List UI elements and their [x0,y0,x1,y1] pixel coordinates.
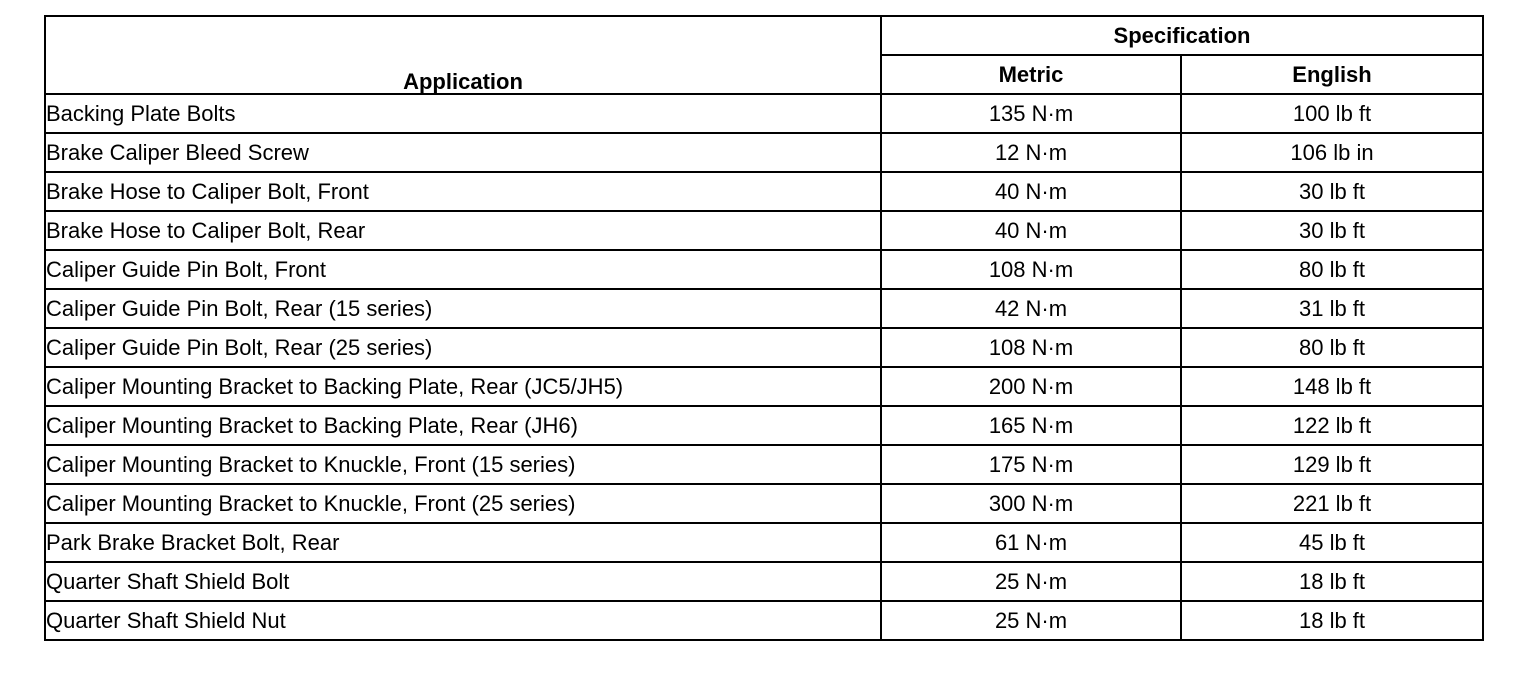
table-row [45,562,1483,601]
english-cell: 129 lb ft [1181,445,1483,484]
table-row [45,172,1483,211]
application-cell: Brake Caliper Bleed Screw [45,133,881,172]
table-row [45,406,1483,445]
table-row [45,289,1483,328]
english-cell: 221 lb ft [1181,484,1483,523]
application-cell: Caliper Guide Pin Bolt, Rear (25 series) [45,328,881,367]
metric-cell: 25 N·m [881,562,1181,601]
metric-column-header: Metric [881,55,1181,94]
table-row [45,250,1483,289]
table-row [45,328,1483,367]
metric-cell: 300 N·m [881,484,1181,523]
application-cell: Caliper Mounting Bracket to Backing Plate, Rear (JC5/JH5) [45,367,881,406]
table-body [45,94,1483,640]
table-row [45,484,1483,523]
english-cell: 18 lb ft [1181,562,1483,601]
application-cell: Caliper Mounting Bracket to Knuckle, Front (25 series) [45,484,881,523]
english-cell: 148 lb ft [1181,367,1483,406]
table-row [45,445,1483,484]
english-cell: 122 lb ft [1181,406,1483,445]
application-cell: Brake Hose to Caliper Bolt, Rear [45,211,881,250]
metric-cell: 25 N·m [881,601,1181,640]
application-cell: Brake Hose to Caliper Bolt, Front [45,172,881,211]
english-cell: 80 lb ft [1181,328,1483,367]
metric-cell: 175 N·m [881,445,1181,484]
metric-cell: 42 N·m [881,289,1181,328]
metric-cell: 12 N·m [881,133,1181,172]
english-cell: 30 lb ft [1181,172,1483,211]
metric-cell: 108 N·m [881,328,1181,367]
table-row [45,601,1483,640]
english-cell: 80 lb ft [1181,250,1483,289]
application-cell: Backing Plate Bolts [45,94,881,133]
application-cell: Caliper Guide Pin Bolt, Rear (15 series) [45,289,881,328]
application-cell: Caliper Guide Pin Bolt, Front [45,250,881,289]
table-row [45,133,1483,172]
header-row-top [45,16,1483,55]
table-row [45,523,1483,562]
english-cell: 45 lb ft [1181,523,1483,562]
metric-cell: 40 N·m [881,172,1181,211]
table-row [45,211,1483,250]
metric-cell: 61 N·m [881,523,1181,562]
metric-cell: 108 N·m [881,250,1181,289]
application-cell: Caliper Mounting Bracket to Backing Plate, Rear (JH6) [45,406,881,445]
application-cell: Quarter Shaft Shield Bolt [45,562,881,601]
english-cell: 106 lb in [1181,133,1483,172]
application-cell: Caliper Mounting Bracket to Knuckle, Front (15 series) [45,445,881,484]
application-cell: Park Brake Bracket Bolt, Rear [45,523,881,562]
metric-cell: 40 N·m [881,211,1181,250]
table-row [45,367,1483,406]
table-header [45,16,1483,94]
english-cell: 31 lb ft [1181,289,1483,328]
english-cell: 30 lb ft [1181,211,1483,250]
specification-column-header: Specification [881,16,1483,55]
torque-spec-table [44,15,1484,641]
application-cell: Quarter Shaft Shield Nut [45,601,881,640]
metric-cell: 135 N·m [881,94,1181,133]
english-cell: 100 lb ft [1181,94,1483,133]
metric-cell: 200 N·m [881,367,1181,406]
application-column-header: Application [45,16,881,94]
english-column-header: English [1181,55,1483,94]
table-row [45,94,1483,133]
english-cell: 18 lb ft [1181,601,1483,640]
metric-cell: 165 N·m [881,406,1181,445]
